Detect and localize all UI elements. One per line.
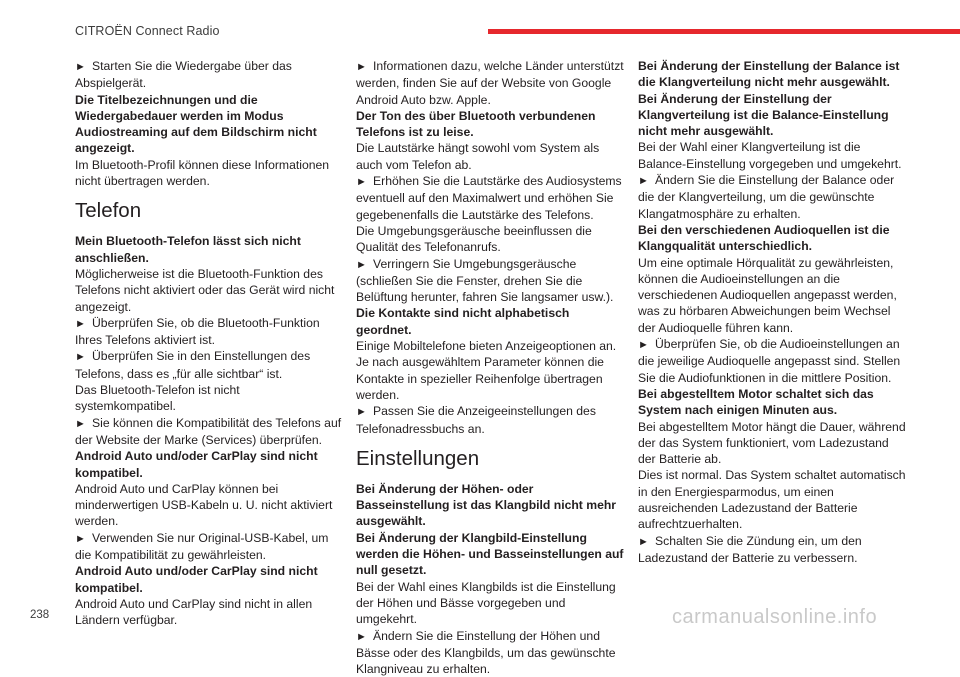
body-paragraph: Android Auto und CarPlay sind nicht in allen Ländern verfügbar. [75,596,343,629]
problem-statement: Android Auto und/oder CarPlay sind nicht kompatibel. [75,563,343,596]
bullet-text: Überprüfen Sie in den Einstellungen des Telefons, dass es „für alle sichtbar“ ist. [75,349,310,380]
problem-statement: Bei abgestelltem Motor schaltet sich das System nach einigen Minuten aus. [638,386,906,419]
body-paragraph: Einige Mobiltelefone bieten Anzeigeoptionen an. Je nach ausgewähltem Parameter können die Kontakte in spezieller Reihenfolge übertragen werden. [356,338,624,403]
bullet-arrow-icon: ► [75,418,92,430]
bullet-text: Erhöhen Sie die Lautstärke des Audiosystems eventuell auf den Maximalwert und erhöhen Sie gegebenenfalls die Lautstärke des Telefons. [356,174,622,222]
problem-statement: Bei Änderung der Klangbild-Einstellung werden die Höhen- und Basseinstellungen auf null gesetzt. [356,530,624,579]
bullet-text: Passen Sie die Anzeigeeinstellungen des Telefonadressbuchs an. [356,404,596,435]
body-paragraph: Das Bluetooth-Telefon ist nicht systemkompatibel. [75,382,343,415]
section-heading: Telefon [75,198,343,224]
body-paragraph: Möglicherweise ist die Bluetooth-Funktion des Telefons nicht aktiviert oder das Gerät wird nicht angezeigt. [75,266,343,315]
problem-statement: Android Auto und/oder CarPlay sind nicht kompatibel. [75,448,343,481]
bullet-instruction [638,172,906,222]
problem-statement: Die Kontakte sind nicht alphabetisch geordnet. [356,305,624,338]
bullet-instruction [75,530,343,564]
bullet-instruction [356,173,624,223]
bullet-instruction [356,256,624,306]
bullet-text: Überprüfen Sie, ob die Audioeinstellungen an die jeweilige Audioquelle angepasst sind. Stellen Sie die Audiofunktionen in die mittlere Position. [638,337,900,385]
bullet-text: Überprüfen Sie, ob die Bluetooth-Funktion Ihres Telefons aktiviert ist. [75,316,320,347]
bullet-instruction [356,58,624,108]
bullet-instruction [75,58,343,92]
bullet-arrow-icon: ► [356,631,373,643]
bullet-arrow-icon: ► [356,406,373,418]
body-paragraph: Bei der Wahl einer Klangverteilung ist die Balance-Einstellung vorgegeben und umgekehrt. [638,139,906,172]
body-paragraph: Bei abgestelltem Motor hängt die Dauer, während der das System funktioniert, vom Ladezustand der Batterie ab. [638,419,906,468]
text-column-2 [356,58,624,677]
body-paragraph: Die Lautstärke hängt sowohl vom System als auch vom Telefon ab. [356,140,624,173]
problem-statement: Der Ton des über Bluetooth verbundenen Telefons ist zu leise. [356,108,624,141]
header-accent-bar [488,29,960,34]
bullet-arrow-icon: ► [638,175,655,187]
bullet-text: Verringern Sie Umgebungsgeräusche (schließen Sie die Fenster, drehen Sie die Belüftung herunter, fahren Sie langsamer usw.). [356,257,613,305]
bullet-text: Schalten Sie die Zündung ein, um den Ladezustand der Batterie zu verbessern. [638,534,862,565]
bullet-instruction [75,315,343,349]
section-heading: Einstellungen [356,446,624,472]
bullet-arrow-icon: ► [356,61,373,73]
watermark: carmanualsonline.info [672,606,877,629]
bullet-text: Verwenden Sie nur Original-USB-Kabel, um die Kompatibilität zu gewährleisten. [75,531,328,562]
bullet-arrow-icon: ► [75,351,92,363]
body-paragraph: Android Auto und CarPlay können bei minderwertigen USB-Kabeln u. U. nicht aktiviert werden. [75,481,343,530]
problem-statement: Bei Änderung der Höhen- oder Basseinstellung ist das Klangbild nicht mehr ausgewählt. [356,481,624,530]
problem-statement: Mein Bluetooth-Telefon lässt sich nicht anschließen. [75,233,343,266]
bullet-text: Informationen dazu, welche Länder unterstützt werden, finden Sie auf der Website von Google Android Auto bzw. Apple. [356,59,624,107]
running-header-title: CITROËN Connect Radio [75,24,220,38]
problem-statement: Bei den verschiedenen Audioquellen ist die Klangqualität unterschiedlich. [638,222,906,255]
bullet-arrow-icon: ► [356,259,373,271]
bullet-instruction [356,628,624,677]
problem-statement: Bei Änderung der Einstellung der Balance ist die Klangverteilung nicht mehr ausgewählt. [638,58,906,91]
bullet-arrow-icon: ► [638,339,655,351]
bullet-instruction [356,403,624,437]
body-paragraph: Um eine optimale Hörqualität zu gewährleisten, können die Audioeinstellungen an die verschiedenen Audioquellen angepasst werden, was zu hörbaren Abweichungen beim Wechsel der Audioquelle führen kann. [638,255,906,336]
body-paragraph: Bei der Wahl eines Klangbilds ist die Einstellung der Höhen und Bässe vorgegeben und umgekehrt. [356,579,624,628]
problem-statement: Die Titelbezeichnungen und die Wiedergabedauer werden im Modus Audiostreaming auf dem Bildschirm nicht angezeigt. [75,92,343,157]
bullet-instruction [638,533,906,567]
body-paragraph: Im Bluetooth-Profil können diese Informationen nicht übertragen werden. [75,157,343,190]
bullet-arrow-icon: ► [638,536,655,548]
page-number: 238 [30,609,49,621]
bullet-text: Ändern Sie die Einstellung der Balance oder die der Klangverteilung, um die gewünschte Klangatmosphäre zu erhalten. [638,173,894,221]
bullet-arrow-icon: ► [356,176,373,188]
problem-statement: Bei Änderung der Einstellung der Klangverteilung ist die Balance-Einstellung nicht mehr ausgewählt. [638,91,906,140]
bullet-instruction [75,415,343,449]
bullet-text: Ändern Sie die Einstellung der Höhen und Bässe oder des Klangbilds, um das gewünschte Klangniveau zu erhalten. [356,629,615,677]
text-column-1 [75,58,343,629]
body-paragraph: Dies ist normal. Das System schaltet automatisch in den Energiesparmodus, um einen ausreichenden Ladezustand der Batterie aufrechtzuerhalten. [638,467,906,532]
bullet-text: Sie können die Kompatibilität des Telefons auf der Website der Marke (Services) überprüfen. [75,416,341,447]
text-column-3 [638,58,906,566]
bullet-text: Starten Sie die Wiedergabe über das Abspielgerät. [75,59,292,90]
bullet-instruction [638,336,906,386]
bullet-arrow-icon: ► [75,533,92,545]
bullet-arrow-icon: ► [75,61,92,73]
bullet-arrow-icon: ► [75,318,92,330]
bullet-instruction [75,348,343,382]
body-paragraph: Die Umgebungsgeräusche beeinflussen die Qualität des Telefonanrufs. [356,223,624,256]
